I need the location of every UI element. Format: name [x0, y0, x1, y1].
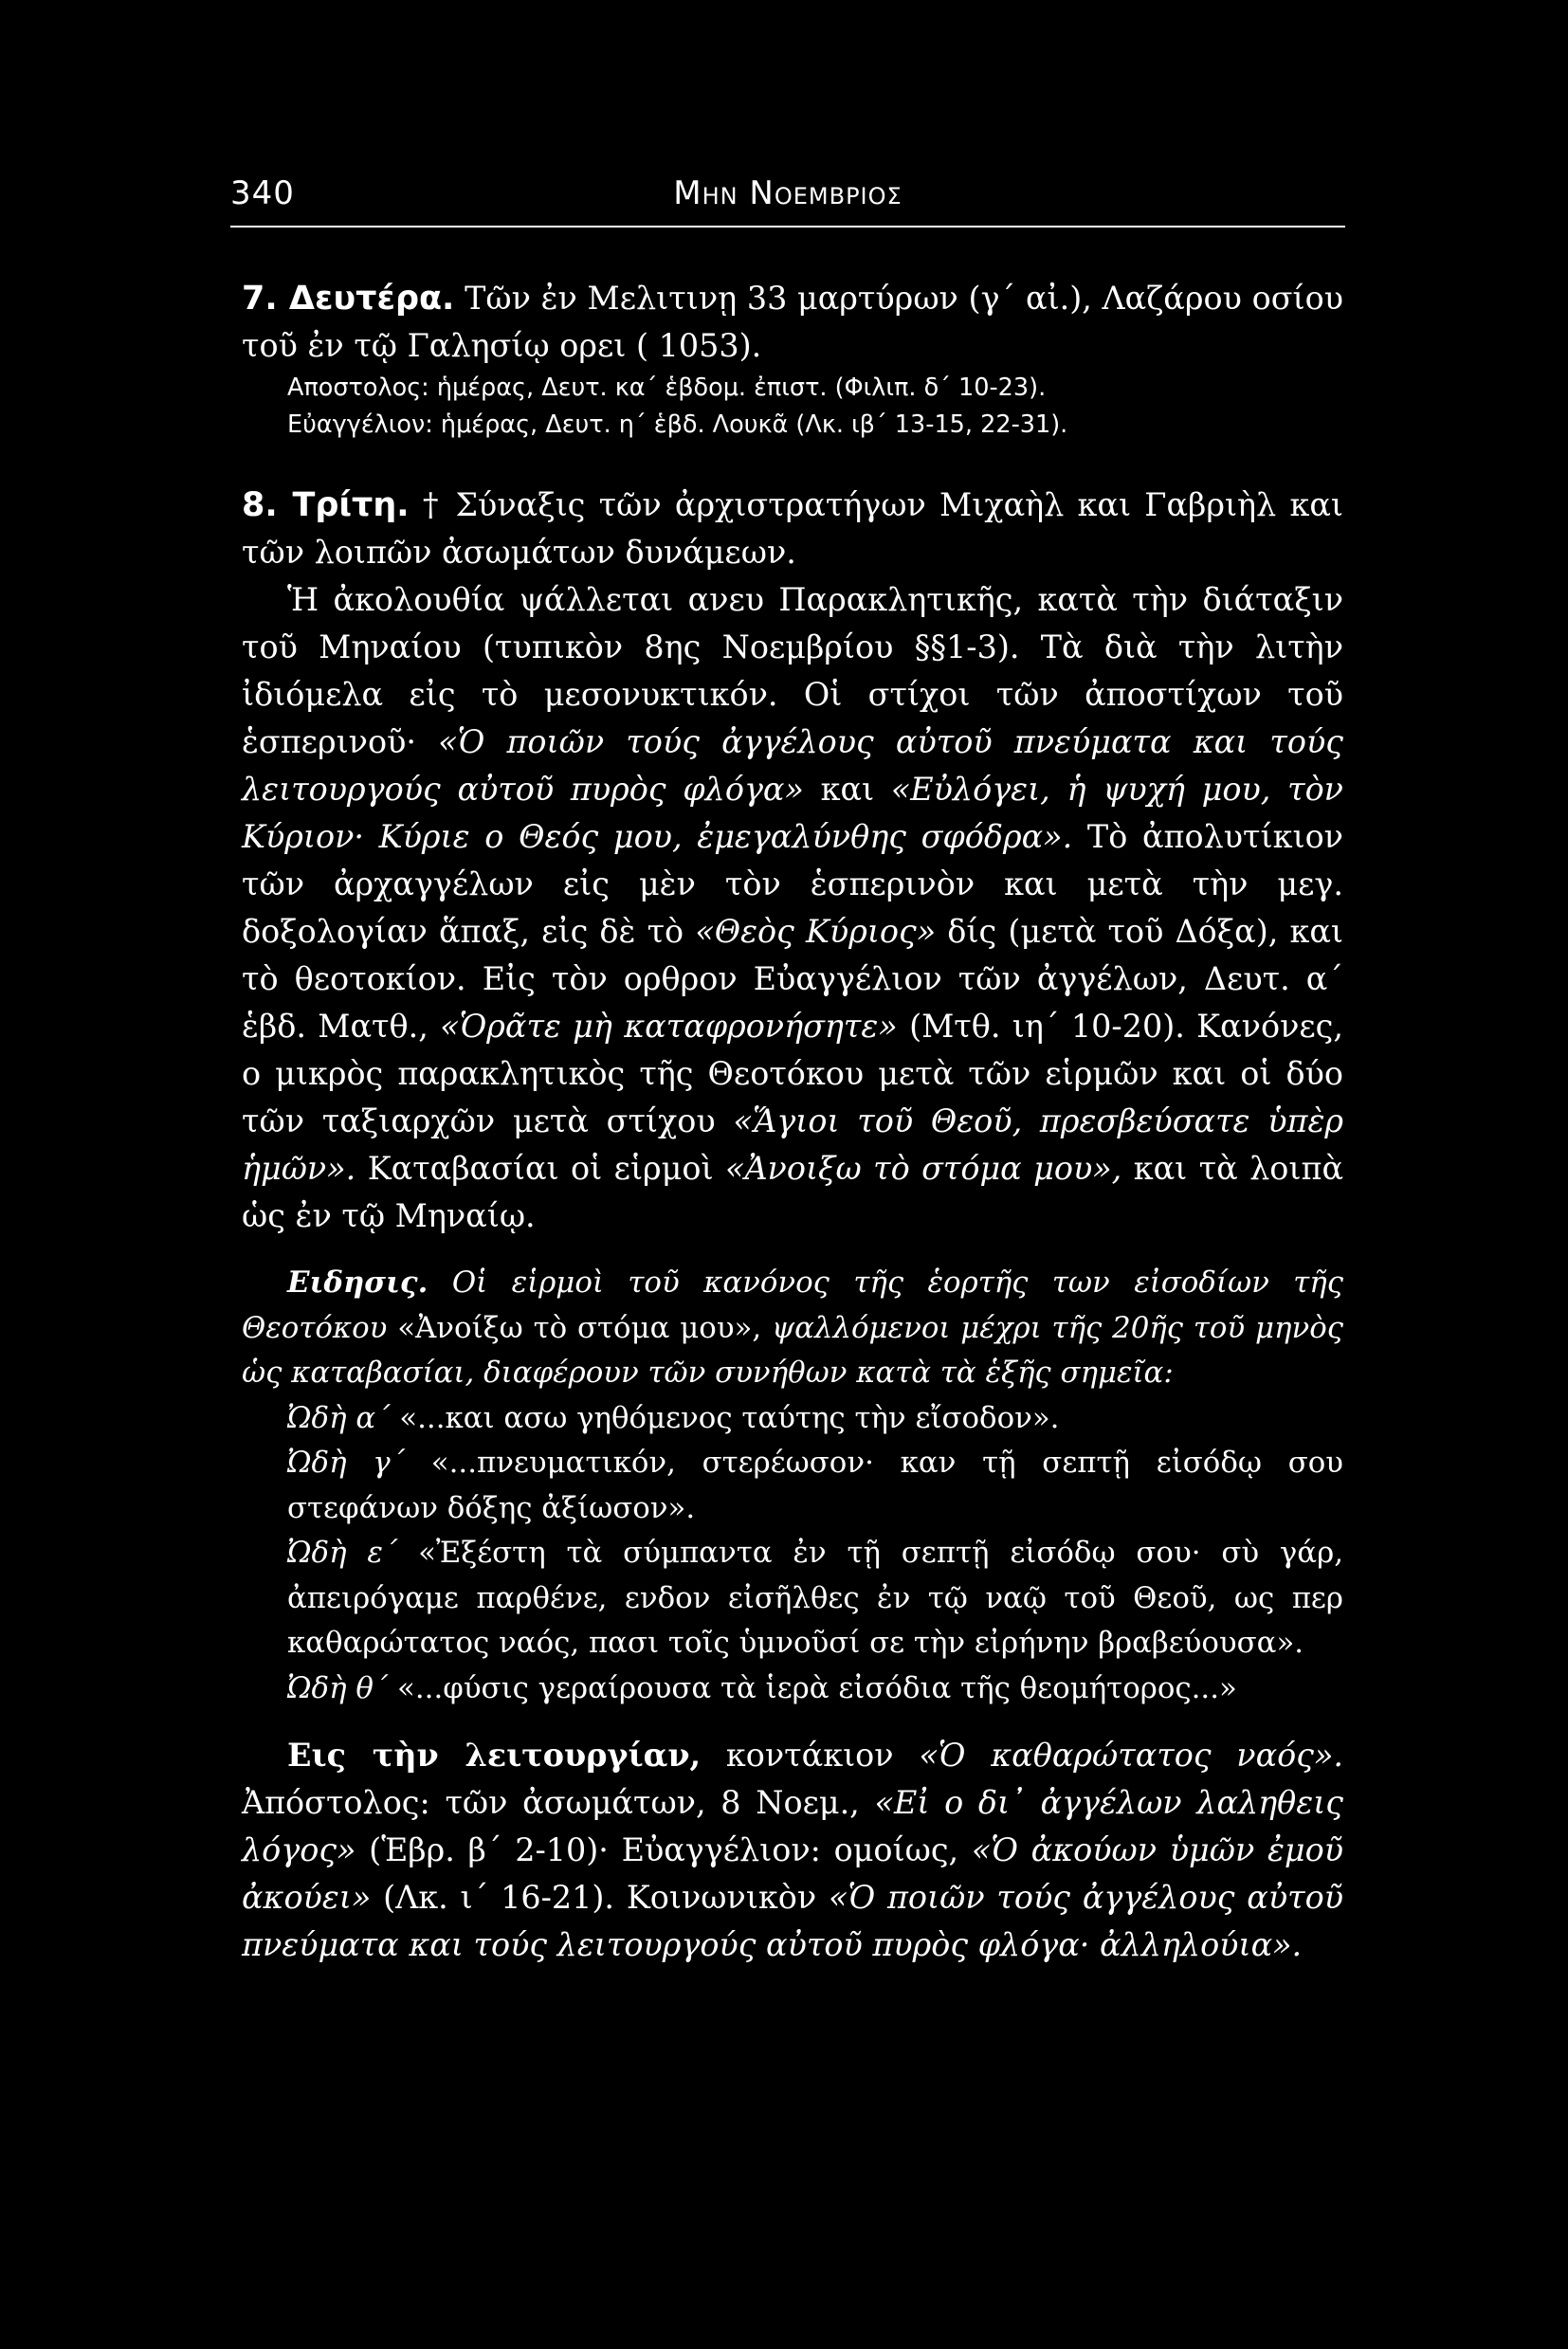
typikon-text: δίς (μετὰ τοῦ Δόξα), και τὸ θεοτοκίον. Εἰς τὸν ορθρον Εὐαγγέλιον τῶν ἀγγέλων, Δευτ. α΄ ἑβδ. Ματθ.,	[242, 913, 1343, 1045]
verse-quote: «Θεὸς Κύριος»	[695, 913, 937, 950]
notice-text: Οἱ εἱρμοὶ τοῦ κανόνος τῆς ἑορτῆς των εἰσοδίων τῆς Θεοτόκου	[242, 1266, 1343, 1345]
ode-9	[242, 1666, 1343, 1712]
ode-text: «...και ασω γηθόμενος ταύτης τὴν εἴσοδον».	[390, 1400, 1060, 1435]
commemoration-text: † Σύναξις τῶν ἀρχιστρατήγων Μιχαὴλ και Γαβριὴλ και τῶν λοιπῶν ἀσωμάτων δυνάμεων.	[242, 486, 1343, 571]
ode-text: «Ἐξέστη τὰ σύμπαντα ἐν τῇ σεπτῇ εἰσόδῳ σου· σὺ γάρ, ἀπειρόγαμε παρθένε, ενδον εἰσῆλθες ἐν τῷ ναῷ τοῦ Θεοῦ, ως περ καθαρώτατος ναός, πασι τοῖς ὑμνοῦσί σε τὴν εἰρήνην βραβεύουσα».	[287, 1536, 1343, 1660]
ode-label: Ὠδὴ α΄	[287, 1400, 391, 1435]
typikon-text: (Μτθ. ιη΄ 10-20). Κανόνες, ο μικρὸς παρακλητικὸς τῆς Θεοτόκου μετὰ τῶν εἱρμῶν και οἱ δύο τῶν ταξιαρχῶν μετὰ στίχου	[242, 1008, 1343, 1139]
typikon-text: Τὸ ἀπολυτίκιον τῶν ἀρχαγγέλων εἰς μὲν τὸν ἑσπερινὸν και μετὰ τὴν μεγ. δοξολογίαν ἅπαξ, εἰς δὲ τὸ	[242, 818, 1343, 950]
notice-label: Ειδησις.	[287, 1266, 428, 1300]
day-label: 8. Τρίτη.	[242, 486, 410, 524]
hymn-quote: «Εἰ ο δι᾽ ἀγγέλων λαληθεις λόγος»	[242, 1784, 1343, 1868]
typikon-text: Ἡ ἀκολουθία ψάλλεται ανευ Παρακλητικῆς, κατὰ τὴν διάταξιν τοῦ Μηναίου (τυπικὸν 8ης Νοεμβρίου §§1-3). Τὰ διὰ τὴν λιτὴν ἰδιόμελα εἰς τὸ μεσονυκτικόν. Οἱ στίχοι τῶν ἀποστίχων τοῦ ἑσπερινοῦ·	[242, 581, 1343, 760]
notice-quote: «Ἀνοίξω τὸ στόμα μου»,	[397, 1310, 773, 1345]
page-content	[242, 275, 1343, 1969]
typikon-text: Καταβασίαι οἱ εἱρμοὶ	[356, 1150, 726, 1187]
liturgy-text: (Ἑβρ. β΄ 2-10)· Εὐαγγέλιον: ομοίως,	[356, 1831, 972, 1868]
notice-text: ψαλλόμενοι μέχρι τῆς 20ῆς τοῦ μηνὸς ὡς καταβασίαι, διαφέρουν τῶν συνήθων κατὰ τὰ ἑξῆς σημεῖα:	[242, 1310, 1343, 1390]
page-number: 340	[230, 174, 295, 212]
verse-quote: «Εὐλόγει, ἡ ψυχή μου, τὸν Κύριον· Κύριε ο Θεός μου, ἐμεγαλύνθης σφόδρα».	[242, 771, 1343, 855]
verse-quote: «Ὁ ποιῶν τούς ἀγγέλους αὐτοῦ πνεύματα και τούς λειτουργούς αὐτοῦ πυρὸς φλόγα»	[242, 723, 1343, 808]
hymn-quote: «Ὁ ποιῶν τούς ἀγγέλους αὐτοῦ πνεύματα και τούς λειτουργούς αὐτοῦ πυρὸς φλόγα· ἀλληλούια».	[242, 1879, 1343, 1963]
typikon-paragraph	[242, 576, 1343, 1240]
liturgy-text: Ἀπόστολος: τῶν ἀσωμάτων, 8 Νοεμ.,	[242, 1784, 875, 1821]
ode-text: «...φύσις γεραίρουσα τὰ ἱερὰ εἰσόδια τῆς θεομήτορος...»	[388, 1670, 1237, 1705]
notice-intro	[242, 1261, 1343, 1396]
ode-5	[242, 1531, 1343, 1666]
ode-label: Ὠδὴ γ΄	[287, 1446, 406, 1480]
verse-quote: «Ἀνοιξω τὸ στόμα μου»,	[725, 1150, 1122, 1187]
page-header	[230, 171, 1345, 228]
typikon-text: και	[803, 771, 891, 808]
verse-quote: «Ὁρᾶτε μὴ καταφρονήσητε»	[440, 1008, 898, 1045]
running-title: Μην Νοεμβριος	[673, 174, 903, 212]
apostle-reading: Αποστολος: ἡμέρας, Δευτ. κα΄ ἑβδομ. ἐπιστ. (Φιλιπ. δ΄ 10-23).	[287, 373, 1047, 402]
ode-label: Ὠδὴ θ΄	[287, 1670, 389, 1705]
ode-text: «...πνευματικόν, στερέωσον· καν τῇ σεπτῇ εἰσόδῳ σου στεφάνων δόξης ἀξίωσον».	[287, 1446, 1343, 1525]
day-label: 7. Δευτέρα.	[242, 280, 455, 318]
notice-block	[242, 1261, 1343, 1711]
entry-day-8	[242, 482, 1343, 1969]
entry-day-7	[242, 275, 1343, 444]
liturgy-text: κοντάκιον	[701, 1737, 920, 1774]
ode-3	[242, 1441, 1343, 1531]
verse-quote: «Ἅγιοι τοῦ Θεοῦ, πρεσβεύσατε ὑπὲρ ἡμῶν».	[242, 1102, 1343, 1187]
ode-1	[242, 1396, 1343, 1442]
gospel-reading: Εὐαγγέλιον: ἡμέρας, Δευτ. η΄ ἑβδ. Λουκᾶ (Λκ. ιβ΄ 13-15, 22-31).	[287, 410, 1068, 439]
ode-label: Ὠδὴ ε΄	[287, 1536, 398, 1570]
hymn-quote: «Ὁ καθαρώτατος ναός».	[919, 1737, 1343, 1774]
commemoration-text: Τῶν ἐν Μελιτινῃ 33 μαρτύρων (γ΄ αἰ.), Λαζάρου οσίου τοῦ ἐν τῷ Γαλησίῳ ορει ( 1053).	[242, 280, 1343, 364]
liturgy-text: (Λκ. ι΄ 16-21). Κοινωνικὸν	[371, 1879, 830, 1916]
hymn-quote: «Ὁ ἀκούων ὑμῶν ἐμοῦ ἀκούει»	[242, 1831, 1343, 1916]
liturgy-label: Εις τὴν λειτουργίαν,	[287, 1737, 702, 1774]
typikon-text: και τὰ λοιπὰ ὡς ἐν τῷ Μηναίῳ.	[242, 1150, 1343, 1234]
entry-title	[242, 275, 1343, 370]
liturgy-paragraph	[242, 1732, 1343, 1969]
entry-title	[242, 482, 1343, 576]
